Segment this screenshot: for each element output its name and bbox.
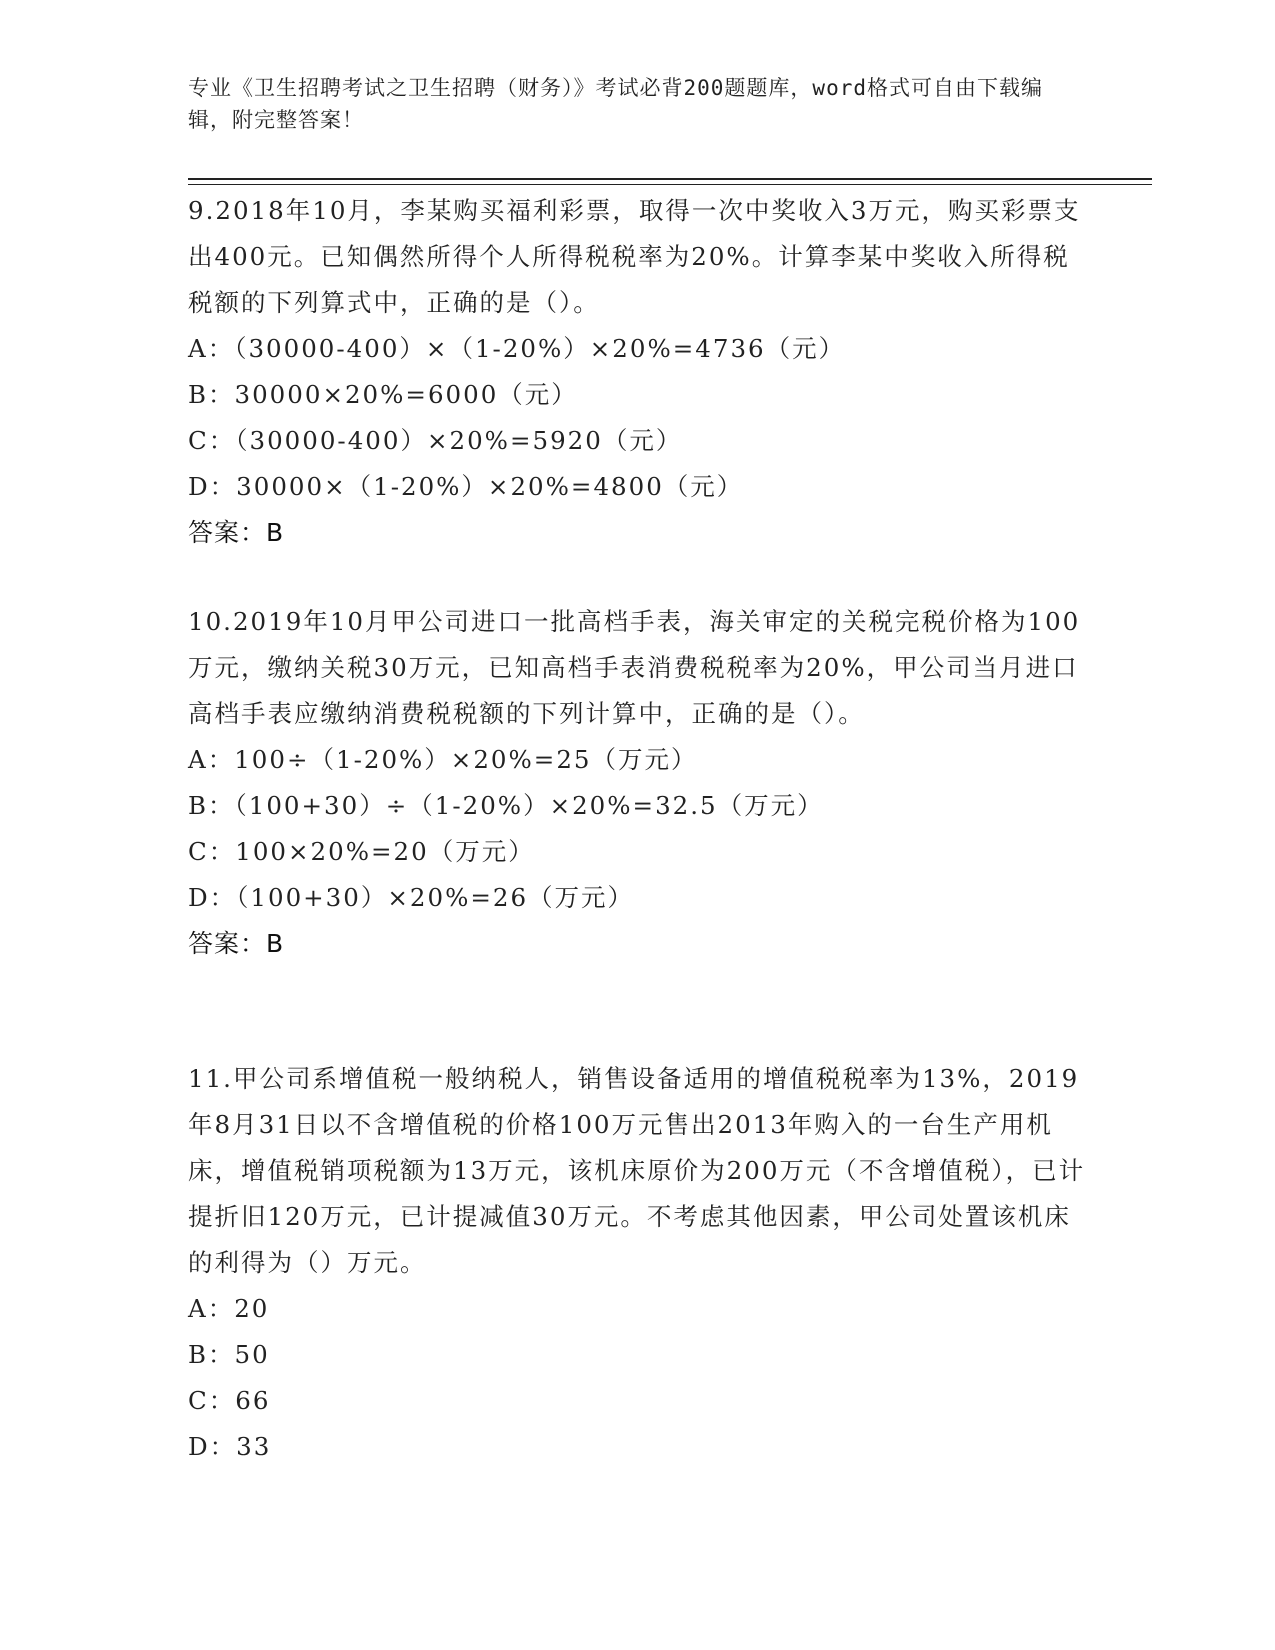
option-d: D：（100+30）×20%=26（万元） bbox=[188, 883, 635, 912]
question-text: 9.2018年10月，李某购买福利彩票，取得一次中奖收入3万元，购买彩票支出400元。已知偶然所得个人所得税税率为20%。计算李某中奖收入所得税税额的下列算式中，正确的是（）。 bbox=[188, 196, 1081, 317]
option-d: D：33 bbox=[188, 1432, 272, 1461]
question-text: 11.甲公司系增值税一般纳税人，销售设备适用的增值税税率为13%，2019年8月31日以不含增值税的价格100万元售出2013年购入的一台生产用机床，增值税销项税额为13万元，该机床原价为200万元（不含增值税），已计提折旧120万元，已计提减值30万元。不考虑其他因素，甲公司处置该机床的利得为（）万元。 bbox=[188, 1064, 1086, 1277]
question-9 bbox=[188, 188, 1088, 556]
option-b: B：50 bbox=[188, 1340, 270, 1369]
question-text: 10.2019年10月甲公司进口一批高档手表，海关审定的关税完税价格为100万元，缴纳关税30万元，已知高档手表消费税税率为20%，甲公司当月进口高档手表应缴纳消费税税额的下列计算中，正确的是（）。 bbox=[188, 607, 1081, 728]
option-a: A：20 bbox=[188, 1294, 270, 1323]
header-divider-thin bbox=[188, 184, 1152, 185]
option-d: D：30000×（1-20%）×20%=4800（元） bbox=[188, 472, 744, 501]
option-a: A：100÷（1-20%）×20%=25（万元） bbox=[188, 745, 698, 774]
header-divider-thick bbox=[188, 178, 1152, 180]
option-a: A：（30000-400）×（1-20%）×20%=4736（元） bbox=[188, 334, 846, 363]
option-c: C：66 bbox=[188, 1386, 271, 1415]
option-c: C：100×20%=20（万元） bbox=[188, 837, 535, 866]
option-c: C：（30000-400）×20%=5920（元） bbox=[188, 426, 683, 455]
document-header: 专业《卫生招聘考试之卫生招聘（财务）》考试必背200题题库，word格式可自由下载编辑，附完整答案！ bbox=[188, 76, 1043, 132]
answer-line: 答案：B bbox=[188, 518, 285, 547]
answer-line: 答案：B bbox=[188, 929, 285, 958]
option-b: B：（100+30）÷（1-20%）×20%=32.5（万元） bbox=[188, 791, 824, 820]
question-10 bbox=[188, 599, 1088, 967]
question-11 bbox=[188, 1056, 1088, 1470]
option-b: B：30000×20%=6000（元） bbox=[188, 380, 578, 409]
